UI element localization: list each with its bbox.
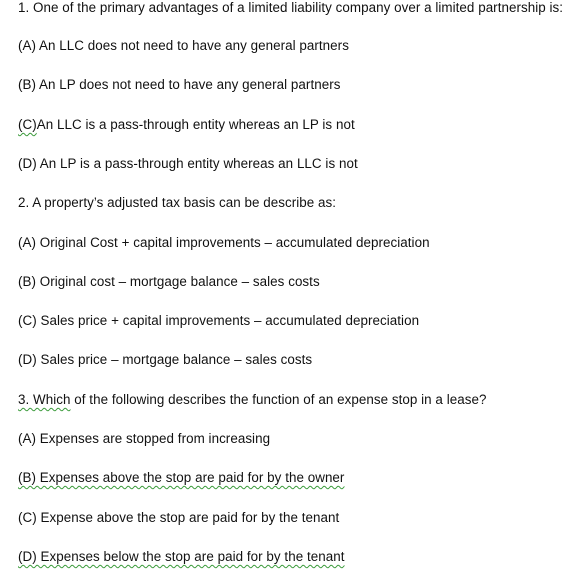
question-2-option-d [18,352,312,368]
option-label-spellcheck: (C) [18,117,37,132]
question-2-text: 2. A property’s adjusted tax basis can be describe as: [18,195,337,210]
question-3-number-spellcheck: 3. Which [18,392,71,407]
question-3 [18,392,486,408]
question-1-option-d [18,156,358,172]
option-text: (B) Original cost – mortgage balance – sales costs [18,274,320,289]
question-1-option-b [18,77,340,93]
question-1-text: 1. One of the primary advantages of a limited liability company over a limited partnership is: [18,0,564,15]
question-3-option-d [18,549,345,565]
question-3-text: of the following describes the function of an expense stop in a lease? [70,392,487,407]
question-3-option-a [18,431,270,447]
question-2 [18,195,336,211]
option-text: (A) Original Cost + capital improvements – accumulated depreciation [18,235,430,250]
option-text: (A) An LLC does not need to have any general partners [18,38,349,53]
option-text: (A) Expenses are stopped from increasing [18,431,271,446]
question-1-option-a [18,38,349,54]
question-2-option-b [18,274,320,290]
option-text: (B) An LP does not need to have any general partners [18,77,341,92]
question-3-option-c [18,510,339,526]
option-text: An LLC is a pass-through entity whereas an LP is not [36,117,355,132]
question-2-option-a [18,235,430,251]
option-text-spellcheck: (D) Expenses below the stop are paid for by the tenant [18,549,345,564]
option-text-spellcheck: (B) Expenses above the stop are paid for by the owner [18,470,345,485]
option-text: (C) Sales price + capital improvements – accumulated depreciation [18,313,420,328]
option-text: (C) Expense above the stop are paid for by the tenant [18,510,340,525]
question-1 [18,0,563,16]
question-3-option-b [18,470,344,486]
question-1-option-c [18,117,355,133]
option-text: (D) Sales price – mortgage balance – sales costs [18,352,313,367]
option-text: (D) An LP is a pass-through entity whereas an LLC is not [18,156,358,171]
question-2-option-c [18,313,419,329]
